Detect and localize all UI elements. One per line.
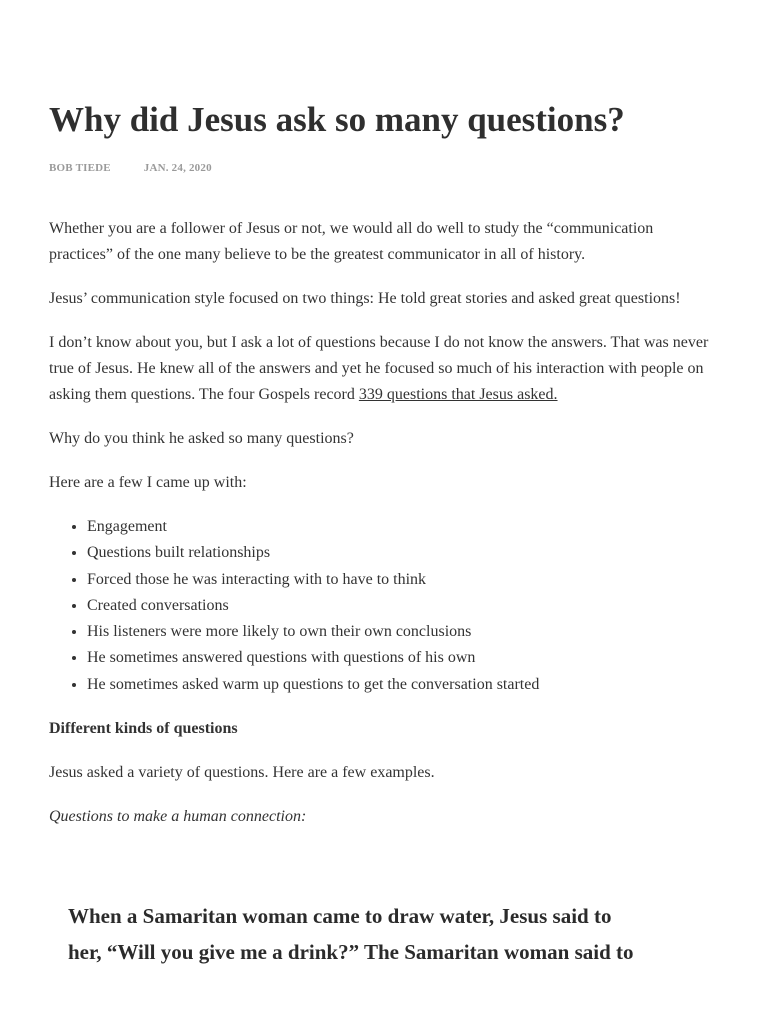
paragraph-questions-text: I don’t know about you, but I ask a lot of questions because I do not know the answers. That was never true of Jesus. He knew all of the answers and yet he focused so much of his interaction with people on asking them questions. The four Gospels record [49,334,709,403]
paragraph-questions [49,330,719,408]
author-name[interactable]: BOB TIEDE [49,162,111,174]
list-item: • He sometimes answered questions with questions of his own [87,645,719,671]
publish-date: JAN. 24, 2020 [143,162,212,174]
paragraph-why: Why do you think he asked so many questions? [49,430,354,447]
list-item: • Forced those he was interacting with to have to think [87,567,719,593]
quote-line: her, “Will you give me a drink?” The Samaritan woman said to [68,940,634,964]
quote-line: When a Samaritan woman came to draw water, Jesus said to [68,904,612,928]
list-item: • Questions built relationships [87,540,719,566]
italic-subheading: Questions to make a human connection: [49,808,307,826]
article-meta [49,162,212,174]
section-subheading: Different kinds of questions [49,720,238,738]
article-title: Why did Jesus ask so many questions? [49,100,625,139]
article-body [49,216,719,848]
list-item: • He sometimes asked warm up questions to get the conversation started [87,672,719,698]
pull-quote [68,898,708,970]
paragraph-variety: Jesus asked a variety of questions. Here are a few examples. [49,764,435,782]
paragraph-intro: Whether you are a follower of Jesus or not, we would all do well to study the “communication practices” of the one many believe to be the greatest communicator in all of history. [49,220,654,263]
list-item: • His listeners were more likely to own their own conclusions [87,619,719,645]
list-item: • Engagement [87,514,719,540]
questions-link[interactable]: 339 questions that Jesus asked. [358,386,558,403]
reasons-list [49,514,719,698]
list-item: • Created conversations [87,593,719,619]
paragraph-communication-style: Jesus’ communication style focused on two things: He told great stories and asked great questions! [49,290,681,307]
paragraph-list-intro: Here are a few I came up with: [49,474,247,491]
